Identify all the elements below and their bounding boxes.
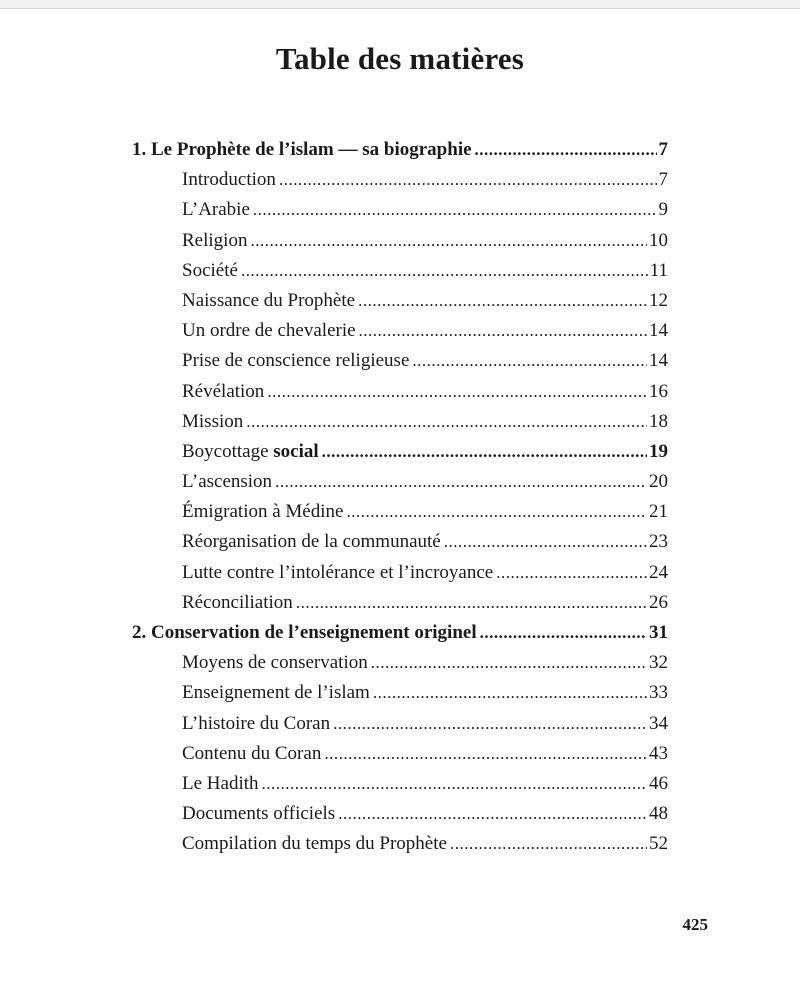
toc-entry-label: Le Hadith [182, 772, 259, 794]
toc-entry-enseignement[interactable] [0, 678, 668, 708]
toc-page-number: 16 [649, 380, 668, 402]
toc-entry-label: Réorganisation de la communauté [182, 531, 441, 553]
dot-leader [333, 709, 647, 739]
toc-entry-arabie[interactable] [0, 195, 668, 225]
toc-entry-label [182, 437, 319, 467]
dot-leader [279, 165, 657, 195]
toc-page-number: 20 [649, 471, 668, 493]
dot-leader [358, 286, 647, 316]
toc-entry-label: Un ordre de chevalerie [182, 320, 356, 342]
toc-entry-boycottage[interactable] [0, 437, 668, 467]
dot-leader [241, 256, 648, 286]
dot-leader [338, 799, 647, 829]
toc-entry-mission[interactable] [0, 407, 668, 437]
toc-page-number: 21 [649, 501, 668, 523]
toc-entry-label: Enseignement de l’islam [182, 682, 370, 704]
dot-leader [346, 497, 647, 527]
toc-entry-revelation[interactable] [0, 377, 668, 407]
toc-entry-label: Moyens de conservation [182, 652, 368, 674]
toc-entry-label: Réconciliation [182, 591, 293, 613]
toc-entry-label: Naissance du Prophète [182, 289, 356, 311]
toc-entry-reorganisation[interactable] [0, 527, 668, 557]
toc-entry-label: L’Arabie [182, 199, 250, 221]
toc-entry-label: Mission [182, 410, 244, 432]
toc-entry-ascension[interactable] [0, 467, 668, 497]
dot-leader [296, 588, 647, 618]
toc-page-number: 10 [649, 229, 668, 251]
toc-entry-introduction[interactable] [0, 165, 668, 195]
toc-entry-label: Émigration à Médine [182, 501, 344, 523]
dot-leader [262, 769, 647, 799]
toc-page-number: 18 [649, 410, 668, 432]
toc-chapter-2[interactable] [0, 618, 668, 648]
book-page [0, 8, 800, 1001]
toc-page-number: 24 [649, 561, 668, 583]
toc-page-number: 19 [649, 440, 668, 462]
dot-leader [444, 527, 647, 557]
dot-leader [275, 467, 647, 497]
toc-entry-label-plain: Boycottage [182, 440, 269, 462]
dot-leader [480, 618, 647, 648]
toc-page-number: 26 [649, 591, 668, 613]
toc-page-number: 34 [649, 712, 668, 734]
toc-entry-conscience[interactable] [0, 346, 668, 376]
toc-entry-label: L’histoire du Coran [182, 712, 331, 734]
dot-leader [246, 407, 647, 437]
toc-page-number: 48 [649, 803, 668, 825]
dot-leader [496, 558, 647, 588]
toc-page-number: 23 [649, 531, 668, 553]
dot-leader [450, 829, 647, 859]
dot-leader [324, 739, 647, 769]
toc-entry-contenu-coran[interactable] [0, 739, 668, 769]
toc-page-number: 32 [649, 652, 668, 674]
table-of-contents [0, 135, 800, 860]
toc-entry-label: Contenu du Coran [182, 742, 322, 764]
page-number-folio: 425 [682, 915, 708, 934]
dot-leader [359, 316, 647, 346]
toc-entry-chevalerie[interactable] [0, 316, 668, 346]
toc-page-number: 11 [649, 259, 668, 281]
dot-leader [412, 346, 647, 376]
toc-entry-moyens[interactable] [0, 648, 668, 678]
toc-entry-histoire-coran[interactable] [0, 709, 668, 739]
toc-entry-label: Lutte contre l’intolérance et l’incroyance [182, 561, 494, 583]
toc-page-number: 43 [649, 742, 668, 764]
toc-entry-label: Introduction [182, 169, 276, 191]
toc-entry-compilation[interactable] [0, 829, 668, 859]
toc-entry-label: Société [182, 259, 238, 281]
toc-page-number: 9 [658, 199, 668, 221]
toc-entry-label: Prise de conscience religieuse [182, 350, 410, 372]
toc-chapter-label: 2. Conservation de l’enseignement originel [132, 622, 477, 643]
toc-entry-religion[interactable] [0, 226, 668, 256]
dot-leader [267, 377, 647, 407]
dot-leader [475, 135, 657, 165]
toc-entry-label: Révélation [182, 380, 265, 402]
dot-leader [250, 226, 647, 256]
toc-page-number: 14 [649, 350, 668, 372]
dot-leader [371, 648, 647, 678]
toc-entry-label-bold: social [273, 440, 319, 462]
toc-page-number: 31 [649, 622, 668, 643]
toc-entry-label: Documents officiels [182, 803, 336, 825]
toc-entry-naissance[interactable] [0, 286, 668, 316]
dot-leader [322, 437, 647, 467]
toc-page-number: 12 [649, 289, 668, 311]
dot-leader [373, 678, 647, 708]
toc-chapter-1[interactable] [0, 135, 668, 165]
dot-leader [253, 195, 657, 225]
toc-entry-emigration[interactable] [0, 497, 668, 527]
toc-chapter-label: 1. Le Prophète de l’islam — sa biographie [132, 139, 472, 160]
toc-entry-lutte[interactable] [0, 558, 668, 588]
toc-entry-documents[interactable] [0, 799, 668, 829]
toc-entry-label: Religion [182, 229, 248, 251]
toc-page-number: 33 [649, 682, 668, 704]
toc-entry-label: L’ascension [182, 471, 273, 493]
toc-page-number: 52 [649, 833, 668, 855]
toc-entry-label: Compilation du temps du Prophète [182, 833, 447, 855]
toc-page-number: 14 [649, 320, 668, 342]
toc-entry-societe[interactable] [0, 256, 668, 286]
toc-page-number: 7 [658, 169, 668, 191]
toc-entry-hadith[interactable] [0, 769, 668, 799]
page-title: Table des matières [275, 41, 525, 76]
toc-page-number: 46 [649, 772, 668, 794]
toc-entry-reconciliation[interactable] [0, 588, 668, 618]
toc-page-number: 7 [658, 139, 668, 160]
